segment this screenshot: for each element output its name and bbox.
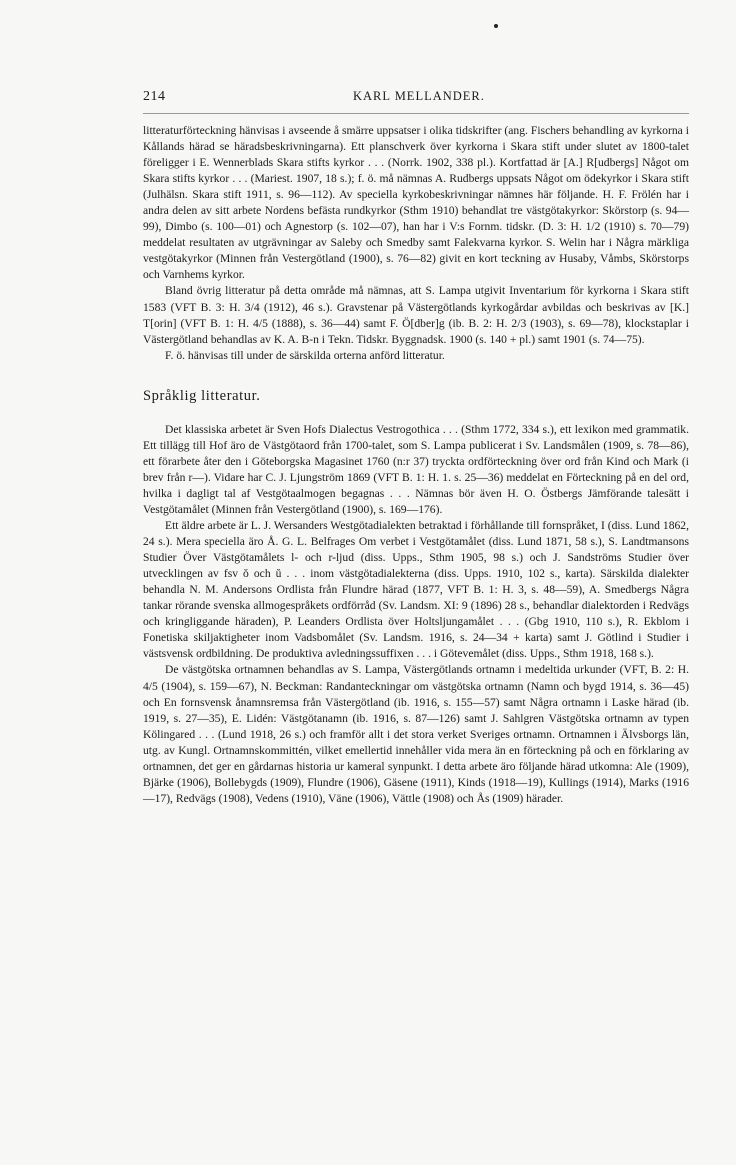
paragraph: Det klassiska arbetet är Sven Hofs Dialectus Vestrogothica . . . (Sthm 1772, 334 s.), ett lexikon med grammatik. Ett tillägg till Hof äro de Västgötaord från 1700-talet, som S. Lampa publicerat i Sv. Landsmålen (1909, s. 78—86), ett förarbete åter den i Göteborgska Magasinet 1760 (n:r 37) tryckta ordförteckning över ord från Kind och Mark (i brev från r—). Vidare har C. J. Ljungström 1869 (VFT B. 1: H. 1. s. 25—36) meddelat en Förteckning på en del ord, hvilka i dagligt tal af Vestgötaalmogen begagnas . . . Nämnas bör även H. O. Östbergs Jämförande talesätt i Vestgötamålet (Minnen från Vestergötland (1900), s. 169—176). — [143, 422, 689, 516]
page-number: 214 — [143, 89, 166, 104]
header-rule — [143, 113, 689, 114]
paragraph: Ett äldre arbete är L. J. Wersanders Westgötadialekten betraktad i förhållande till fornspråket, I (diss. Lund 1862, 24 s.). Mera speciella äro Å. G. L. Belfrages Om verbet i Vestgötamålet (diss. Lund 1871, 58 s.), S. Landtmansons Studier Över Västgötamålets l- och r-ljud (diss. Upps., Sthm 1905, 98 s.) och J. Sandströms Studier över utvecklingen av fsv ŏ och ŭ . . . inom västgötadialekterna (diss. Upps. 1910, 102 s., karta). Särskilda dialekter behandla N. M. Andersons Ordlista från Flundre härad (1877, VFT B. 1: H. 3, s. 48—59), A. Smedbergs Några tankar rörande svenska allmogespråkets ordförråd (Sv. Landsm. XI: 9 (1896) 28 s., behandlar dialektorden i Redvägs och kringliggande häraden), P. Leanders Ordlista över Holtsljungamålet . . . (Gbg 1910, 110 s.), R. Ekblom i Fonetiska skiljaktigheter inom Vadsbomålet (Sv. Landsm. 1916, s. 24—34 + karta) samt J. Götlind i Studier i västsvensk ordbildning. De produktiva avledningssuffixen . . . i Götevemålet (diss. Upps., Sthm 1918, 168 s.). — [143, 519, 689, 661]
page-header — [143, 89, 683, 109]
running-head: KARL MELLANDER. — [353, 89, 485, 103]
paragraph: litteraturförteckning hänvisas i avseende å smärre uppsatser i olika tidskrifter (ang. Fischers behandling av kyrkorna i Kållands härad se häradsbeskrivningarna). Ett planschverk över kyrkorna i Skara stift under slutet av 1800-talet föreligger i E. Wennerblads Skara stifts kyrkor . . . (Norrk. 1902, 338 pl.). Kortfattad är [A.] R[udbergs] Något om Skara stifts kyrkor . . . (Mariest. 1907, 18 s.); f. ö. må nämnas A. Rudbergs uppsats Något om ödekyrkor i Skara stift (Julhälsn. Skara stift 1911, s. 96—112). Av speciella kyrkobeskrivningar nämnes här följande. H. F. Frölén har i andra delen av sitt arbete Nordens befästa rundkyrkor (Sthm 1910) behandlat tre västgötakyrkor: Skörstorp (s. 94—99), Dimbo (s. 100—01) och Agnestorp (s. 102—07), han har i V:s Fornm. tidskr. (D. 3: H. 1/2 (1910) s. 70—79) meddelat resultaten av utgrävningar av Saleby och Smedby samt Falekvarna kyrkor. S. Welin har i Några märkliga vestgötakyrkor (Minnen från Vestergötland (1900), s. 76—82) givit en kort teckning av Husaby, Våmbs, Skörstorps och Varnhems kyrkor. — [143, 124, 689, 282]
section-heading: Språklig litteratur. — [143, 387, 261, 404]
paragraph: Bland övrig litteratur på detta område må nämnas, att S. Lampa utgivit Inventarium för kyrkorna i Skara stift 1583 (VFT B. 3: H. 3/4 (1912), 46 s.). Gravstenar på Västergötlands kyrkogårdar avbildas och beskrivas av [K.] T[orin] (VFT B. 1: H. 4/5 (1888), s. 36—44) samt F. Ö[dber]g (ib. B. 2: H. 2/3 (1903), s. 69—78), klockstaplar i Västergötland behandlas av K. A. B-n i Tekn. Tidskr. Byggnadsk. 1900 (s. 140 + pl.) samt 1901 (s. 74—75). — [143, 284, 689, 346]
body-text — [143, 123, 689, 807]
paragraph: F. ö. hänvisas till under de särskilda orterna anförd litteratur. — [165, 348, 445, 362]
ink-dot — [494, 24, 498, 28]
paragraph: De västgötska ortnamnen behandlas av S. Lampa, Västergötlands ortnamn i medeltida urkunder (VFT, B. 2: H. 4/5 (1904), s. 159—67), N. Beckman: Randanteckningar om västgötska ortnamn (Namn och bygd 1914, s. 36—45) och En fornsvensk ånamnsremsa från Västergötland (ib. 1916, s. 155—57) samt Några ortnamn i Laske härad (ib. 1919, s. 27—35), E. Lidén: Västgötanamn (ib. 1916, s. 87—126) samt J. Sahlgren Västgötska ortnamn av typen Kölingared . . . (Lund 1918, 26 s.) och framför allt i det stora verket Sveriges ortnamn. Ortnamnen i Älvsborgs län, utg. av Kungl. Ortnamnskommittén, vilket emellertid innehåller vida mera än en förteckning på och en förklaring av ortnamnen, det ger en gårdarnas historia ur kameral synpunkt. I detta arbete äro följande härad utkomna: Ale (1909), Bjärke (1906), Bollebygds (1909), Flundre (1906), Gäsene (1911), Kinds (1918—19), Kullings (1914), Marks (1916—17), Redvägs (1908), Vedens (1910), Väne (1906), Vättle (1908) och Ås (1909) härader. — [143, 663, 689, 805]
